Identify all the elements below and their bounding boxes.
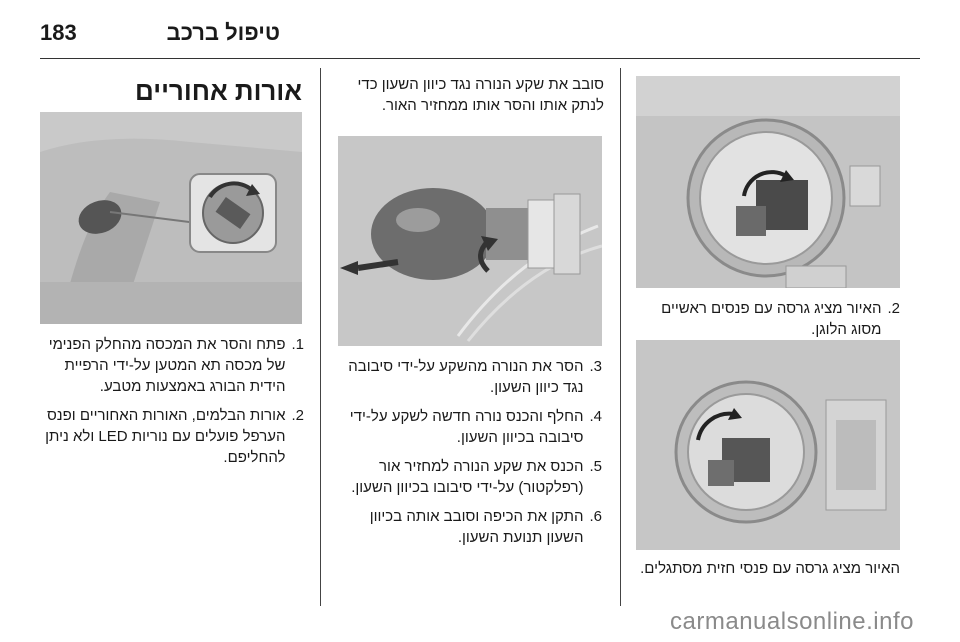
bulb-removal-figure: [338, 136, 602, 346]
step-number: 2.: [291, 407, 304, 424]
caption-number: 2.: [887, 300, 900, 317]
step-text: אורות הבלמים, האורות האחוריים ופנס הערפל פועלים עם נוריות LED ולא ניתן להחליפם.: [45, 407, 286, 466]
caption-text: האיור מציג גרסה עם פנסים ראשיים מסוג הלוגן.: [661, 300, 882, 338]
page-number: 183: [40, 20, 77, 45]
figure-caption-top: [636, 298, 900, 340]
section-title: אורות אחוריים: [135, 76, 302, 106]
step-6: [336, 506, 602, 548]
right-column-steps: [40, 334, 304, 476]
trunk-cover-illustration: [40, 112, 302, 324]
step-text: הכנס את שקע הנורה למחזיר אור (רפלקטור) על-ידי סיבובו בכיוון השעון.: [351, 458, 584, 496]
step-number: 4.: [589, 408, 602, 425]
step-text: פתח והסר את המכסה מהחלק הפנימי של מכסה תא המטען על-ידי הרפיית הידית הבורג באמצעות מטבע.: [48, 336, 286, 395]
halogen-headlamp-figure: [636, 76, 900, 288]
middle-intro: סובב את שקע הנורה נגד כיוון השעון כדי לנתק אותו והסר אותו ממחזיר האור.: [357, 76, 604, 114]
halogen-headlamp-illustration: [636, 76, 900, 288]
step-5: [336, 456, 602, 498]
middle-column-steps: [336, 356, 602, 556]
step-4: [336, 406, 602, 448]
adaptive-caption: האיור מציג גרסה עם פנסי חזית מסתגלים.: [640, 560, 900, 577]
step-number: 6.: [589, 508, 602, 525]
tail-light-cover-figure: [40, 112, 302, 324]
step-text: הסר את הנורה מהשקע על-ידי סיבובה נגד כיוון השעון.: [348, 358, 584, 396]
step-text: התקן את הכיפה וסובב אותה בכיוון השעון תנועת השעון.: [369, 508, 584, 546]
column-divider-left: [320, 68, 321, 606]
step-text: החלף והכנס נורה חדשה לשקע על-ידי סיבובה בכיוון השעון.: [349, 408, 584, 446]
bulb-illustration: [338, 136, 602, 346]
step-number: 3.: [589, 358, 602, 375]
adaptive-headlamp-illustration: [636, 340, 900, 550]
header-rule: [40, 58, 920, 59]
step-number: 1.: [291, 336, 304, 353]
adaptive-headlamp-figure: [636, 340, 900, 550]
step-number: 5.: [589, 458, 602, 475]
step-3: [336, 356, 602, 398]
watermark: carmanualsonline.info: [670, 608, 914, 635]
running-title: טיפול ברכב: [166, 20, 280, 45]
step-1: [40, 334, 304, 397]
column-divider-right: [620, 68, 621, 606]
step-2: [40, 405, 304, 468]
